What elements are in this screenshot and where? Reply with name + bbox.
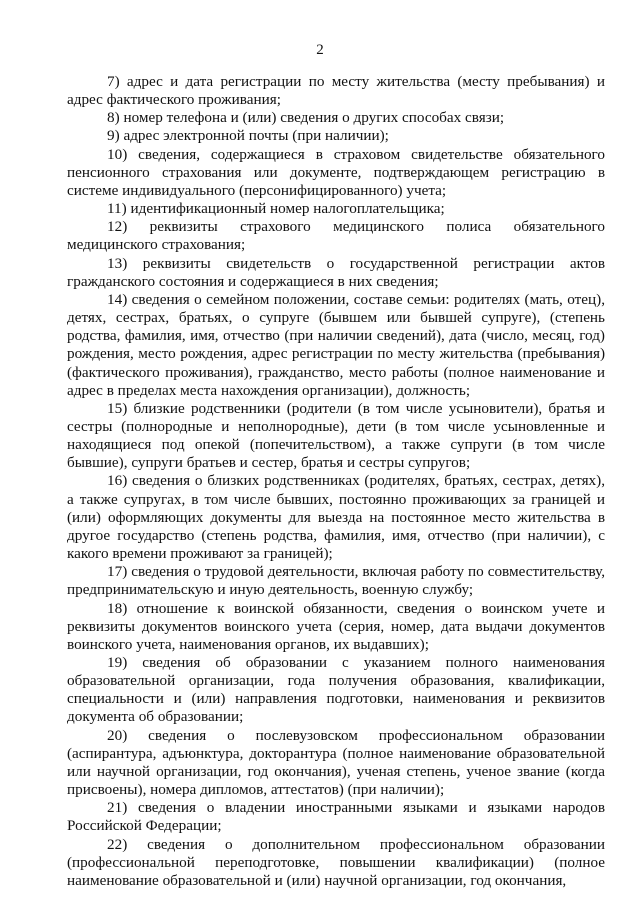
paragraph-item-12: 12) реквизиты страхового медицинского полиса обязательного медицинского страхования; (67, 218, 605, 254)
paragraph-item-19: 19) сведения об образовании с указанием полного наименования образовательной организации, года получения образования, квалификации, специальности и (или) направления подготовки, наименования и реквизитов документа об образовании; (67, 654, 605, 726)
paragraph-item-11: 11) идентификационный номер налогоплательщика; (107, 200, 445, 218)
paragraph-item-13: 13) реквизиты свидетельств о государственной регистрации актов гражданского состояния и содержащиеся в них сведения; (67, 254, 605, 290)
paragraph-item-21: 21) сведения о владении иностранными языками и языками народов Российской Федерации; (67, 799, 605, 835)
paragraph-item-7: 7) адрес и дата регистрации по месту жительства (месту пребывания) и адрес фактического проживания; (67, 73, 605, 109)
paragraph-item-9: 9) адрес электронной почты (при наличии); (107, 127, 389, 145)
paragraph-item-18: 18) отношение к воинской обязанности, сведения о воинском учете и реквизиты документов воинского учета (серия, номер, дата выдачи документов воинского учета, наименования органов, их выдавших); (67, 599, 605, 653)
paragraph-item-10: 10) сведения, содержащиеся в страховом свидетельстве обязательного пенсионного страхования или документе, подтверждающем регистрацию в системе индивидуального (персонифицированного) учета; (67, 145, 605, 199)
paragraph-item-22: 22) сведения о дополнительном профессиональном образовании (профессиональной переподготовке, повышении квалификации) (полное наименование образовательной и (или) научной организации, год окончания, (67, 835, 605, 889)
paragraph-item-15: 15) близкие родственники (родители (в том числе усыновители), братья и сестры (полнородные и неполнородные), дети (в том числе усыновленные и находящиеся под опекой (попечительством), а также супруги (в том числе бывшие), супруги братьев и сестер, братья и сестры супругов; (67, 399, 605, 472)
paragraph-item-14: 14) сведения о семейном положении, составе семьи: родителях (мать, отец), детях, сестрах, братьях, о супруге (бывшем или бывшей супруге), (степень родства, фамилия, имя, отчество (при наличии сведений), дата (число, месяц, год) рождения, место рождения, адрес регистрации по месту жительства (пребывания) (фактического проживания), гражданство, место работы (полное наименование и адрес в пределах места нахождения организации), должность; (67, 290, 605, 399)
document-body (67, 73, 605, 890)
paragraph-item-20: 20) сведения о послевузовском профессиональном образовании (аспирантура, адъюнктура, докторантура (полное наименование образовательной или научной организации, год окончания), ученая степень, ученое звание (когда присвоены), номера дипломов, аттестатов) (при наличии); (67, 726, 605, 799)
paragraph-item-8: 8) номер телефона и (или) сведения о других способах связи; (107, 109, 505, 127)
paragraph-item-16: 16) сведения о близких родственниках (родителях, братьях, сестрах, детях), а также супругах, в том числе бывших, постоянно проживающих за границей и (или) оформляющих документы для выезда на постоянное место жительства в другое государство (степень родства, фамилия, имя, отчество (при наличии), с какого времени проживают за границей); (67, 472, 605, 563)
paragraph-item-17: 17) сведения о трудовой деятельности, включая работу по совместительству, предпринимательскую и иную деятельность, военную службу; (67, 563, 605, 599)
page-number: 2 (316, 42, 324, 58)
